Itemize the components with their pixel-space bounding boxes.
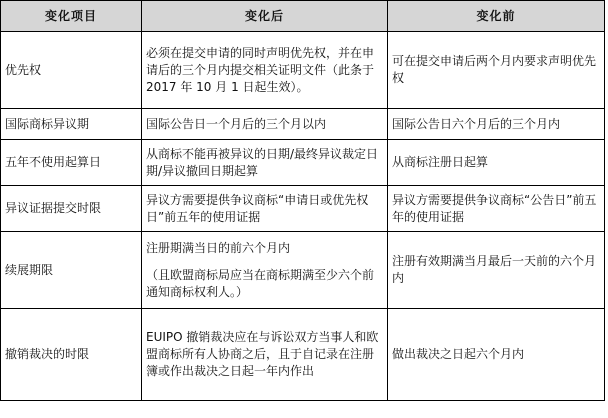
table-row [1, 309, 605, 401]
after-paragraph: 从商标不能再被异议的日期/最终异议裁定日期/异议撤回日期起算 [146, 146, 379, 178]
row-before-text: 从商标注册日起算 [388, 140, 605, 186]
row-before-text: 异议方需要提供争议商标“公告日”前五年的使用证据 [388, 186, 605, 232]
after-paragraph: EUIPO 撤销裁决应在与诉讼双方当事人和欧盟商标所有人协商之后，且于自记录在注册簿或作出裁决之日起一年内作出 [146, 330, 379, 378]
table-row [1, 186, 605, 232]
row-before-text: 注册有效期满当月最后一天前的六个月内 [388, 232, 605, 309]
paragraph-spacer [146, 257, 383, 267]
row-before-text: 可在提交申请后两个月内要求声明优先权 [388, 32, 605, 109]
after-paragraph-note: （且欧盟商标局应当在商标期满至少六个前通知商标权利人。） [146, 267, 375, 299]
table-row [1, 109, 605, 140]
header-change-item: 变化项目 [1, 1, 142, 32]
header-after-change: 变化后 [142, 1, 388, 32]
row-before-text: 做出裁决之日起六个月内 [388, 309, 605, 401]
after-paragraph: 国际公告日一个月后的三个月以内 [146, 116, 327, 131]
row-item-label: 五年不使用起算日 [1, 140, 142, 186]
table-row [1, 232, 605, 309]
row-item-label: 异议证据提交时限 [1, 186, 142, 232]
row-item-label: 撤销裁决的时限 [1, 309, 142, 401]
table-row [1, 140, 605, 186]
row-after-text [142, 186, 388, 232]
row-after-text [142, 109, 388, 140]
after-paragraph: 注册期满当日的前六个月内 [146, 240, 291, 255]
row-item-label: 续展期限 [1, 232, 142, 309]
row-after-text [142, 32, 388, 109]
row-item-label: 国际商标异议期 [1, 109, 142, 140]
after-paragraph: 必须在提交申请的同时声明优先权，并在申请后的三个月内提交相关证明文件（此条于 2017 年 10 月 1 日起生效）。 [146, 45, 375, 94]
row-after-text [142, 232, 388, 309]
row-after-text [142, 309, 388, 401]
table-header-row [1, 1, 605, 32]
header-before-change: 变化前 [388, 1, 605, 32]
row-before-text: 国际公告日六个月后的三个月内 [388, 109, 605, 140]
row-after-text [142, 140, 388, 186]
row-item-label: 优先权 [1, 32, 142, 109]
after-paragraph: 异议方需要提供争议商标“申请日或优先权日”前五年的使用证据 [146, 192, 369, 224]
table-row [1, 32, 605, 109]
